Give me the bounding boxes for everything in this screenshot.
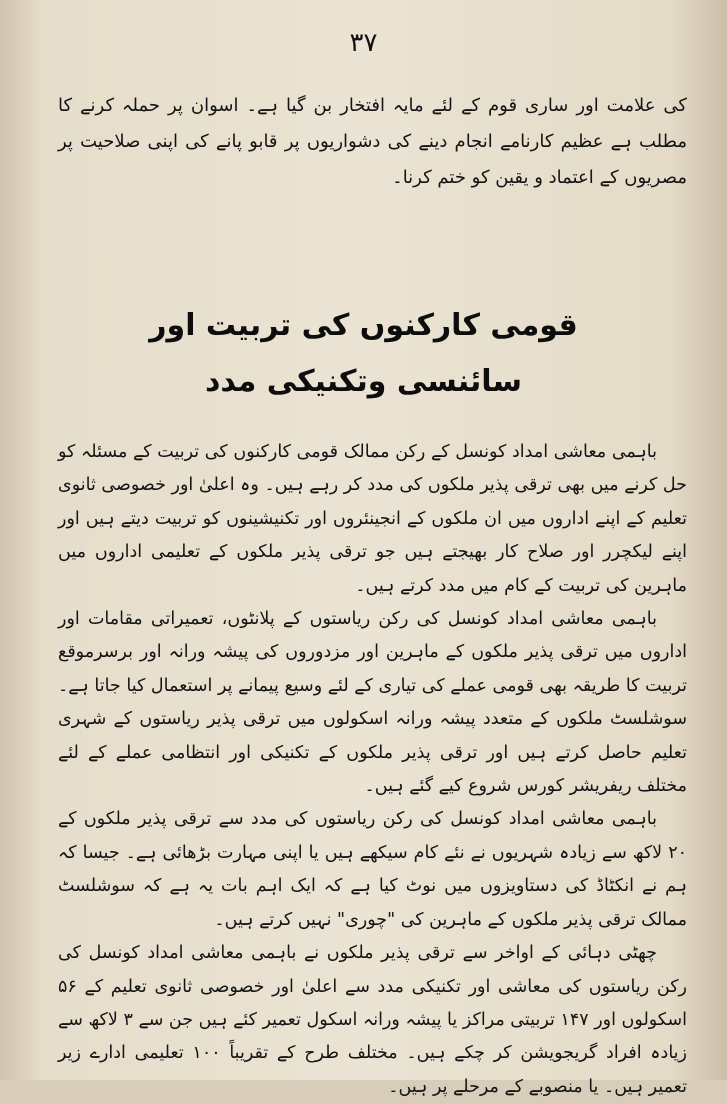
paragraph-2: باہمی معاشی امداد کونسل کی رکن ریاستوں کے پلانٹوں، تعمیراتی مقامات اور اداروں میں ترقی پذیر ملکوں کے ماہرین اور مزدوروں کی پیشہ ورانہ اور برسرموقع تربیت کا طریقہ بھی قومی عملے کی تیاری کے لئے وسیع پیمانے پر استعمال کیا جاتا ہے۔ سوشلسٹ ملکوں کے متعدد پیشہ ورانہ اسکولوں میں ترقی پذیر ریاستوں کے شہری تعلیم حاصل کرتے ہیں اور ترقی پذیر ملکوں کے تکنیکی اور انتظامی عملے کے لئے مختلف ریفریشر کورس شروع کیے گئے ہیں۔ — [58, 609, 687, 797]
paragraph-3: باہمی معاشی امداد کونسل کی رکن ریاستوں کی مدد سے ترقی پذیر ملکوں کے ۲۰ لاکھ سے زیادہ شہریوں نے نئے کام سیکھے ہیں یا اپنی مہارت بڑھائی ہے۔ جیسا کہ ہم نے انکٹاڈ کی دستاویزوں میں نوٹ کیا ہے کہ ایک اہم بات یہ ہے کہ سوشلسٹ ممالک ترقی پذیر ملکوں کے ماہرین کی "چوری" نہیں کرتے ہیں۔ — [58, 809, 687, 930]
section-heading — [80, 298, 647, 410]
intro-paragraph: کی علامت اور ساری قوم کے لئے مایہ افتخار بن گیا ہے۔ اسوان پر حملہ کرنے کا مطلب ہے عظیم کارنامے انجام دینے کی دشواریوں پر قابو پانے کی اپنی صلاحیت پر مصریوں کے اعتماد و یقین کو ختم کرنا۔ — [58, 95, 687, 188]
paragraph-4: چھٹی دہائی کے اواخر سے ترقی پذیر ملکوں نے باہمی معاشی امداد کونسل کی رکن ریاستوں کی معاشی اور تکنیکی مدد سے اعلیٰ اور خصوصی ثانوی تعلیم کے ۵۶ اسکولوں اور ۱۴۷ تربیتی مراکز یا پیشہ ورانہ اسکول تعمیر کئے ہیں جن سے ۳ لاکھ سے زیادہ افراد گریجویشن کر چکے ہیں۔ مختلف طرح کے تقریباً ۱۰۰ تعلیمی ادارے زیر تعمیر ہیں۔ یا منصوبے کے مرحلے پر ہیں۔ — [58, 943, 687, 1097]
section-heading-line-2: سائنسی وتکنیکی مدد — [205, 364, 522, 399]
section-body — [58, 436, 687, 1104]
section-heading-line-1: قومی کارکنوں کی تربیت اور — [149, 308, 578, 343]
page-number: ۳۷ — [349, 28, 378, 58]
paragraph-1: باہمی معاشی امداد کونسل کے رکن ممالک قومی کارکنوں کی تربیت کے مسئلہ کو حل کرنے میں بھی ترقی پذیر ملکوں کی مدد کر رہے ہیں۔ وہ اعلیٰ اور خصوصی ثانوی تعلیم کے اپنے اداروں میں ان ملکوں کے انجینئروں اور تکنیشینوں کو تربیت دیتے ہیں اور اپنے لیکچرر اور صلاح کار بھیجتے ہیں جو ترقی پذیر ملکوں کے تعلیمی اداروں میں ماہرین کی تربیت کے کام میں مدد کرتے ہیں۔ — [58, 442, 687, 596]
